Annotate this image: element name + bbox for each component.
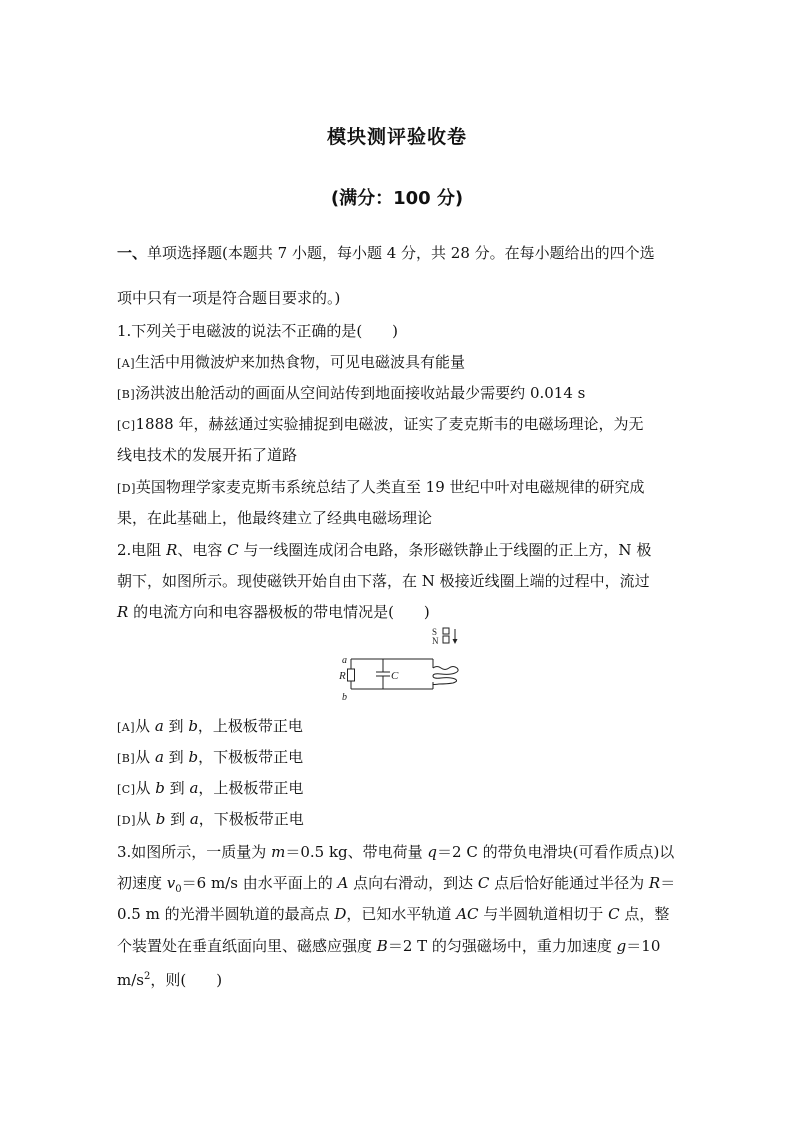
option-text: 从 (135, 779, 156, 797)
var-c: C (227, 541, 239, 559)
q3-text: 点后恰好能通过半径为 (489, 874, 649, 892)
option-tag: [B] (117, 752, 136, 765)
var: a (189, 810, 199, 828)
option-tag: [C] (117, 783, 136, 796)
q3-text: ，已知水平轨道 (346, 905, 457, 923)
magnet-s-pole (443, 628, 449, 634)
q1-stem: 1.下列关于电磁波的说法不正确的是( ) (117, 322, 399, 340)
q3-text: 初速度 (117, 874, 167, 892)
q3-stem-line5 (117, 967, 222, 990)
resistor-symbol (348, 669, 355, 681)
label-s: S (432, 627, 438, 637)
var-c: C (608, 905, 620, 923)
page-title: 模块测评验收卷 (326, 126, 467, 148)
var: a (154, 717, 164, 735)
option-tag: [A] (117, 357, 136, 370)
option-text: 到 (164, 779, 190, 797)
label-n: N (432, 636, 439, 646)
q3-text: 个装置处在垂直纸面向里、磁感应强度 (117, 937, 377, 955)
var: b (155, 779, 165, 797)
var: b (155, 810, 166, 828)
var-q: q (427, 843, 438, 861)
var-b: B (376, 937, 388, 955)
q1-option-d (117, 477, 645, 499)
q3-text: ，则( ) (150, 971, 223, 989)
q3-text: ＝0.5 kg、带电荷量 (285, 843, 428, 861)
coil-symbol (433, 667, 458, 685)
var-c: C (477, 874, 490, 892)
var: a (189, 779, 199, 797)
fall-arrow-head (453, 639, 458, 644)
q1-option-a (117, 352, 465, 374)
q2-text: 的电流方向和电容器极板的带电情况是( ) (128, 603, 430, 621)
option-tag: [A] (117, 721, 136, 734)
var-m: m (271, 843, 286, 861)
q3-stem-line4 (117, 936, 660, 956)
var-a: A (337, 874, 349, 892)
q2-option-a (117, 716, 303, 738)
q2-option-c (117, 778, 303, 800)
var: a (154, 748, 164, 766)
var-v: v (166, 874, 176, 892)
option-text: 生活中用微波炉来加热食物，可见电磁波具有能量 (135, 353, 466, 371)
var-r: R (117, 603, 129, 621)
q1-option-c-cont: 线电技术的发展开拓了道路 (117, 446, 298, 464)
option-text: ，下极板带正电 (198, 748, 304, 766)
option-text: 从 (135, 748, 155, 766)
section-instructions-line2: 项中只有一项是符合题目要求的。) (117, 289, 341, 307)
q3-text: ＝ (660, 874, 676, 892)
option-text: 从 (135, 810, 156, 828)
q3-text: 点，整 (619, 905, 670, 923)
section-instructions (117, 243, 655, 263)
var-d: D (334, 905, 347, 923)
option-text: 到 (163, 748, 189, 766)
q2-stem-line2: 朝下，如图所示。现使磁铁开始自由下落，在 N 极接近线圈上端的过程中，流过 (117, 572, 650, 590)
full-score: (满分：100 分) (330, 188, 464, 209)
var-r: R (166, 541, 178, 559)
var-g: g (616, 937, 627, 955)
q3-text: 0.5 m 的光滑半圆轨道的最高点 (117, 905, 335, 923)
q3-stem-line2 (117, 873, 675, 900)
q3-text: ＝2 C 的带负电滑块(可看作质点)以 (437, 843, 675, 861)
q2-text: 2.电阻 (117, 541, 167, 559)
option-text: ，上极板带正电 (197, 717, 303, 735)
superscript: 2 (143, 971, 151, 982)
q3-text: ＝6 m/s 由水平面上的 (181, 874, 338, 892)
q3-text: 3.如图所示，一质量为 (117, 843, 272, 861)
var: b (188, 748, 199, 766)
q3-text: ＝2 T 的匀强磁场中，重力加速度 (387, 937, 617, 955)
q1-option-d-cont: 果，在此基础上，他最终建立了经典电磁场理论 (117, 509, 433, 527)
option-text: 到 (163, 717, 189, 735)
option-text: ，下极板带正电 (198, 810, 304, 828)
q3-text: ＝10 (626, 937, 661, 955)
q2-text: 、电容 (177, 541, 228, 559)
option-tag: [D] (117, 814, 136, 827)
q3-stem-line3 (117, 904, 669, 924)
circuit-figure (338, 625, 468, 707)
section-heading: 一、 (117, 244, 148, 262)
option-text: ，上极板带正电 (198, 779, 304, 797)
label-c: C (391, 670, 399, 682)
q3-text: 点向右滑动，到达 (348, 874, 478, 892)
option-text: 从 (135, 717, 155, 735)
option-tag: [D] (117, 482, 136, 495)
option-text: 到 (165, 810, 190, 828)
q2-option-d (117, 809, 304, 831)
q2-stem-line1 (117, 540, 651, 560)
label-r: R (339, 670, 346, 682)
magnet-n-pole (443, 636, 449, 643)
q3-stem-line1 (117, 842, 674, 862)
q3-text: m/s (117, 971, 144, 989)
q2-stem-line3 (117, 602, 430, 622)
option-tag: [B] (117, 388, 136, 401)
q2-option-b (117, 747, 303, 769)
var-ac: AC (456, 905, 479, 923)
option-text: 1888 年，赫兹通过实验捕捉到电磁波，证实了麦克斯韦的电磁场理论，为无 (135, 415, 644, 433)
var-r: R (648, 874, 661, 892)
section-instructions-line1: 单项选择题(本题共 7 小题，每小题 4 分，共 28 分。在每小题给出的四个选 (147, 244, 655, 262)
option-tag: [C] (117, 419, 136, 432)
q2-text: 与一线圈连成闭合电路，条形磁铁静止于线圈的正上方，N 极 (238, 541, 652, 559)
option-text: 汤洪波出舱活动的画面从空间站传到地面接收站最少需要约 0.014 s (135, 384, 586, 402)
option-text: 英国物理学家麦克斯韦系统总结了人类直至 19 世纪中叶对电磁规律的研究成 (135, 478, 645, 496)
q1-option-b (117, 383, 585, 405)
q1-option-c (117, 414, 643, 436)
label-b: b (342, 692, 347, 703)
label-a: a (342, 655, 347, 666)
subscript: 0 (175, 884, 182, 895)
var: b (188, 717, 198, 735)
q3-text: 与半圆轨道相切于 (478, 905, 609, 923)
